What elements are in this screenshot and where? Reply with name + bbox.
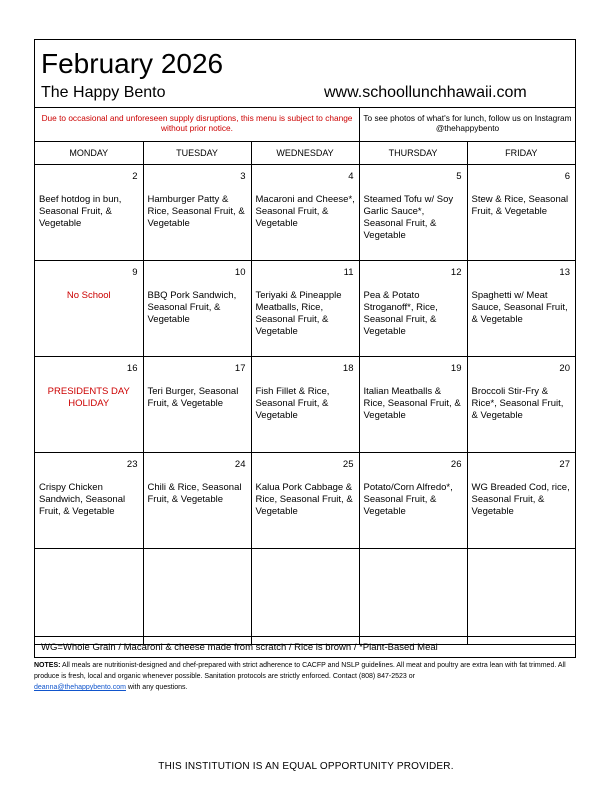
day-number: 11 (343, 267, 354, 278)
day-number: 24 (234, 459, 246, 470)
meal-description: Teriyaki & Pineapple Meatballs, Rice, Seasonal Fruit, & Vegetable (255, 290, 342, 337)
calendar-cell (251, 261, 359, 357)
day-number: 26 (450, 459, 462, 470)
meal-description: Kalua Pork Cabbage & Rice, Seasonal Fruit, & Vegetable (255, 482, 353, 517)
calendar-cell (35, 549, 143, 645)
day-number: 27 (559, 459, 570, 470)
menu-frame (34, 39, 576, 658)
calendar-cell (467, 549, 575, 645)
calendar-cell (251, 357, 359, 453)
day-number: 18 (342, 363, 354, 374)
week-row (35, 261, 575, 357)
meal-description: Broccoli Stir-Fry & Rice*, Seasonal Fruit, & Vegetable (471, 386, 564, 421)
calendar-cell (143, 261, 251, 357)
meal-description: Macaroni and Cheese*, Seasonal Fruit, & Vegetable (255, 194, 355, 229)
day-header-monday: MONDAY (35, 142, 143, 165)
calendar-cell (143, 357, 251, 453)
day-header-tuesday: TUESDAY (143, 142, 251, 165)
meal-description: Pea & Potato Stroganoff*, Rice, Seasonal Fruit, & Vegetable (363, 290, 438, 337)
meal-description: Spaghetti w/ Meat Sauce, Seasonal Fruit, & Vegetable (471, 290, 568, 325)
week-row (35, 453, 575, 549)
meal-description: Italian Meatballs & Rice, Seasonal Fruit, & Vegetable (363, 386, 461, 421)
day-number: 19 (450, 363, 462, 374)
calendar-cell (359, 165, 467, 261)
day-number: 20 (559, 363, 570, 374)
day-number: 5 (456, 171, 462, 182)
day-number: 2 (132, 171, 138, 182)
equal-opportunity-footer: THIS INSTITUTION IS AN EQUAL OPPORTUNITY PROVIDER. (158, 761, 454, 772)
week-row (35, 357, 575, 453)
calendar-cell (467, 165, 575, 261)
meal-description: Stew & Rice, Seasonal Fruit, & Vegetable (471, 194, 569, 217)
calendar-cell (359, 549, 467, 645)
legend: WG=Whole Grain / Macaroni & cheese made from scratch / Rice is brown / *Plant-Based Meal (35, 636, 575, 658)
day-number: 13 (559, 267, 570, 278)
meal-description: Crispy Chicken Sandwich, Seasonal Fruit, & Vegetable (39, 482, 126, 517)
calendar-cell (359, 357, 467, 453)
week-row (35, 549, 575, 645)
holiday-notice: PRESIDENTS DAY HOLIDAY (47, 386, 130, 409)
notes-text: All meals are nutritionist-designed and chef-prepared with strict adherence to CACFP and NSLP guidelines. All meat and poultry are extra lean with fat trimmed. All produce is fresh, local and organic whenever possible. Sanitation protocols are strictly enforced. Contact (808) 847-2523 or (34, 662, 566, 680)
day-number: 4 (348, 171, 354, 182)
website-text: www.schoollunchhawaii.com (324, 84, 527, 101)
calendar-cell (467, 453, 575, 549)
meal-description: Hamburger Patty & Rice, Seasonal Fruit, & Vegetable (147, 194, 245, 229)
day-number: 23 (126, 459, 138, 470)
day-header-thursday: THURSDAY (359, 142, 467, 165)
day-number: 3 (240, 171, 246, 182)
calendar-cell (251, 165, 359, 261)
meal-description: Beef hotdog in bun, Seasonal Fruit, & Vegetable (39, 194, 122, 229)
calendar-cell (359, 453, 467, 549)
calendar-cell (251, 549, 359, 645)
calendar-cell (467, 261, 575, 357)
day-number: 9 (132, 267, 138, 278)
notice-row (35, 107, 575, 142)
calendar-cell (143, 453, 251, 549)
calendar-cell (143, 165, 251, 261)
notes (34, 660, 578, 693)
calendar-cell (35, 357, 143, 453)
day-number: 17 (234, 363, 246, 374)
meal-description: Steamed Tofu w/ Soy Garlic Sauce*, Seasonal Fruit, & Vegetable (363, 194, 454, 241)
calendar-cell (143, 549, 251, 645)
day-number: 10 (234, 267, 246, 278)
day-header-wednesday: WEDNESDAY (251, 142, 359, 165)
meal-description: Teri Burger, Seasonal Fruit, & Vegetable (147, 386, 239, 409)
holiday-notice: No School (66, 290, 111, 301)
day-number: 12 (450, 267, 462, 278)
calendar-cell (467, 357, 575, 453)
calendar-cell (35, 261, 143, 357)
notes-label: NOTES: (34, 662, 61, 669)
day-header-friday: FRIDAY (467, 142, 575, 165)
week-row (35, 165, 575, 261)
day-number: 6 (564, 171, 570, 182)
notes-tail: with any questions. (125, 684, 188, 691)
menu-calendar (35, 142, 575, 645)
meal-description: Chili & Rice, Seasonal Fruit, & Vegetable (147, 482, 242, 505)
calendar-cell (35, 165, 143, 261)
page-title: February 2026 (41, 48, 224, 79)
day-number: 16 (126, 363, 138, 374)
instagram-notice: To see photos of what's for lunch, follow us on Instagram @thehappybento (363, 113, 572, 133)
meal-description: Potato/Corn Alfredo*, Seasonal Fruit, & Vegetable (363, 482, 453, 517)
meal-description: BBQ Pork Sandwich, Seasonal Fruit, & Vegetable (147, 290, 237, 325)
meal-description: Fish Fillet & Rice, Seasonal Fruit, & Vegetable (255, 386, 330, 421)
day-number: 25 (342, 459, 354, 470)
calendar-cell (359, 261, 467, 357)
calendar-cell (35, 453, 143, 549)
vendor-name: The Happy Bento (41, 84, 166, 101)
meal-description: WG Breaded Cod, rice, Seasonal Fruit, & Vegetable (471, 482, 570, 517)
supply-notice: Due to occasional and unforeseen supply disruptions, this menu is subject to change without prior notice. (35, 108, 360, 141)
calendar-cell (251, 453, 359, 549)
contact-email-link[interactable]: deanna@thehappybento.com (34, 684, 126, 691)
